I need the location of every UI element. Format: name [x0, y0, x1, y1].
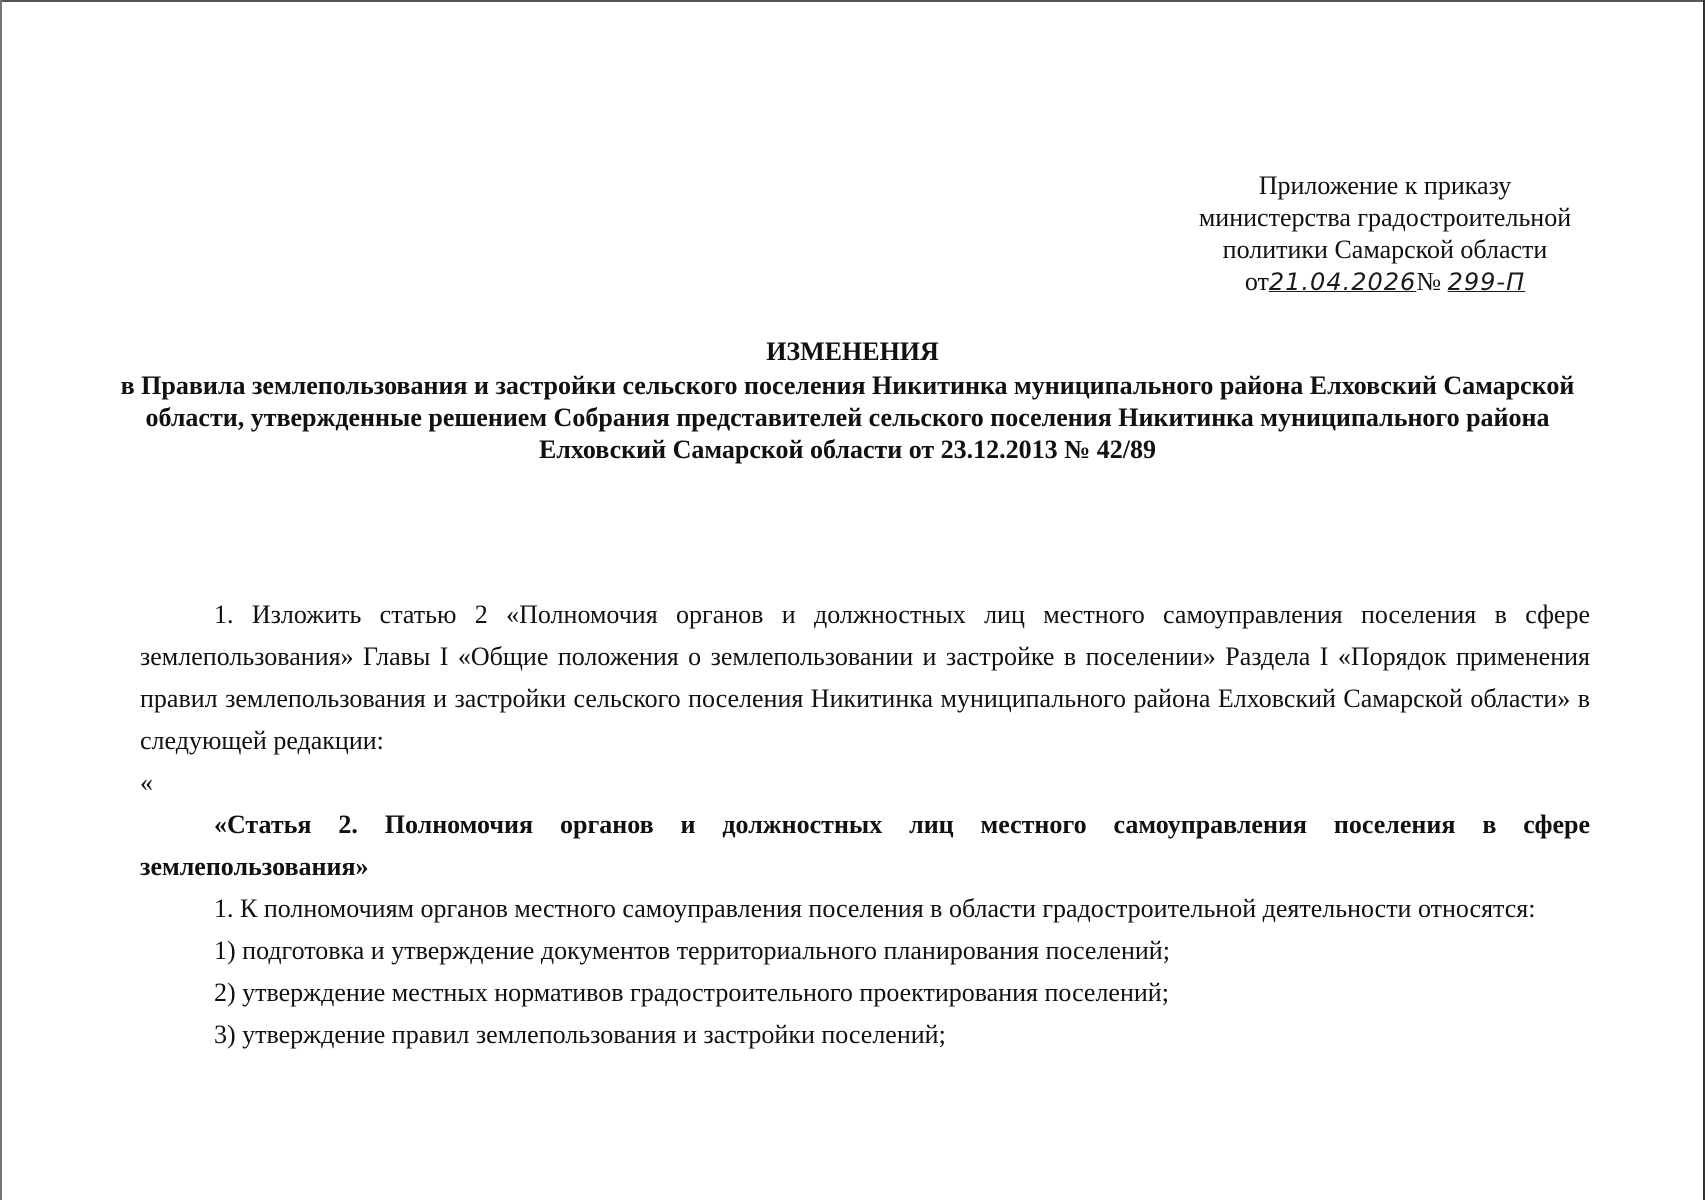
appendix-date-line: [1150, 266, 1620, 298]
appendix-line-3: политики Самарской области: [1222, 235, 1548, 264]
document-body: [140, 594, 1590, 1056]
list-item: 2) утверждение местных нормативов градостроительного проектирования поселений;: [214, 978, 1169, 1007]
document-title: ИЗМЕНЕНИЯ: [766, 337, 939, 366]
open-quote: «: [140, 768, 153, 797]
paragraph-item-1: 1. Изложить статью 2 «Полномочия органов и должностных лиц местного самоуправления поселения в сфере землепользования» Главы I «Общие положения о землепользовании и застройке в поселении» Раздела I «Порядок применения правил землепользования и застройки сельского поселения Никитинка муниципального района Елховский Самарской области» в следующей редакции:: [140, 600, 1590, 755]
appendix-block: [1150, 170, 1620, 298]
page-edge-top: [0, 0, 1705, 2]
number-prefix: №: [1416, 267, 1442, 296]
page-edge-left: [0, 0, 2, 1200]
list-item: 1) подготовка и утверждение документов территориального планирования поселений;: [214, 936, 1170, 965]
clause-1: 1. К полномочиям органов местного самоуправления поселения в области градостроительной деятельности относятся:: [214, 894, 1536, 923]
document-subtitle: в Правила землепользования и застройки сельского поселения Никитинка муниципального района Елховский Самарской области, утвержденные решением Собрания представителей сельского поселения Никитинка муниципального района Елховский Самарской области от 23.12.2013 № 42/89: [120, 371, 1575, 464]
list-item: 3) утверждение правил землепользования и застройки поселений;: [214, 1020, 946, 1049]
handwritten-date: 21.04.2026: [1268, 268, 1417, 296]
appendix-line-1: Приложение к приказу: [1258, 171, 1512, 200]
appendix-line-2: министерства градостроительной: [1198, 203, 1572, 232]
date-prefix: от: [1244, 267, 1269, 296]
article-heading: «Статья 2. Полномочия органов и должностных лиц местного самоуправления поселения в сфере землепользования»: [140, 810, 1590, 881]
handwritten-number: 299-П: [1447, 268, 1526, 296]
